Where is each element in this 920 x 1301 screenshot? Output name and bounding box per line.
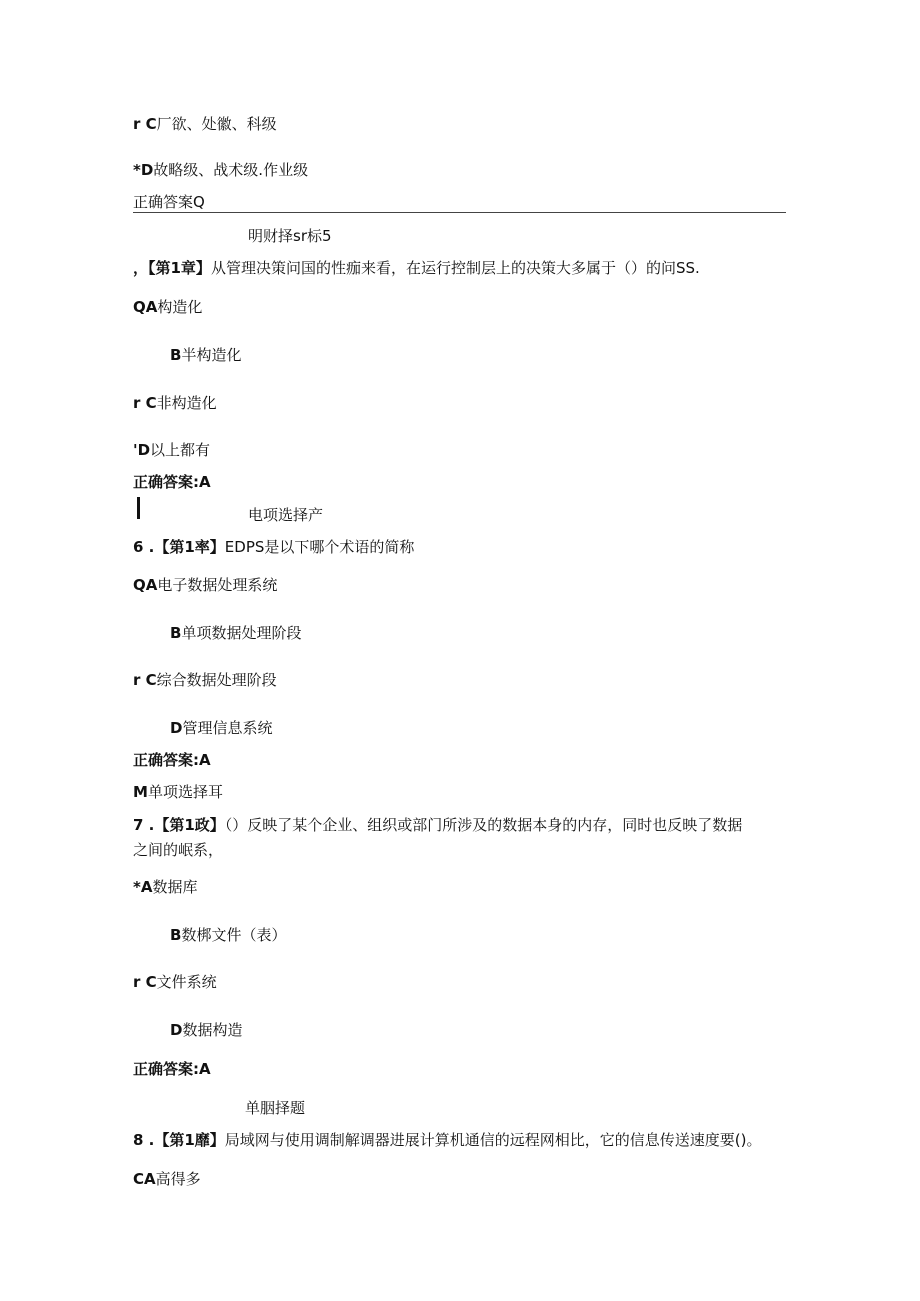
question-6 xyxy=(133,537,414,557)
option-marker: CA xyxy=(133,1170,156,1188)
option-text: 单项数据处理阶段 xyxy=(181,624,302,642)
option-d-q7 xyxy=(170,1020,242,1040)
option-d-q4 xyxy=(133,160,308,180)
question-text: EDPS是以下哪个术语的简称 xyxy=(224,538,415,556)
question-7-continued xyxy=(133,840,223,860)
option-b-q5 xyxy=(170,345,241,365)
option-text: 管理信息系统 xyxy=(182,719,273,737)
option-text: 数据构造 xyxy=(182,1021,243,1039)
option-marker: QA xyxy=(133,576,158,594)
option-marker: r C xyxy=(133,973,157,991)
answer-text: 正确答案:A xyxy=(133,751,211,769)
option-c-q6 xyxy=(133,670,277,690)
question-text: 之间的岷系， xyxy=(133,841,224,859)
option-marker: D xyxy=(170,1021,183,1039)
option-text: 电子数据处理系统 xyxy=(157,576,278,594)
option-c-q4 xyxy=(133,114,277,134)
section-heading-q7 xyxy=(133,782,223,802)
question-7 xyxy=(133,815,742,835)
question-text: 局域网与使用调制解调器进展计算机通信的远程网相比，它的信息传送速度要()。 xyxy=(224,1131,762,1149)
option-marker: *A xyxy=(133,878,153,896)
section-heading-q5 xyxy=(248,226,332,246)
option-text: 文件系统 xyxy=(156,973,217,991)
option-marker: r C xyxy=(133,394,157,412)
option-text: 以上都有 xyxy=(150,441,211,459)
option-marker: *D xyxy=(133,161,154,179)
heading-text: 单项选择耳 xyxy=(147,783,223,801)
option-text: 数梆文件（表） xyxy=(181,926,287,944)
option-a-q8 xyxy=(133,1169,201,1189)
option-text: 半构造化 xyxy=(181,346,242,364)
section-heading-q6 xyxy=(248,505,323,525)
option-marker: B xyxy=(170,346,182,364)
option-marker: r C xyxy=(133,115,157,133)
question-5 xyxy=(133,258,700,278)
divider-rule xyxy=(133,212,786,213)
option-marker: B xyxy=(170,926,182,944)
option-marker: D xyxy=(170,719,183,737)
correct-answer-q7 xyxy=(133,1059,211,1079)
answer-text: 正确答案Q xyxy=(133,193,205,211)
heading-text: 单胭择题 xyxy=(245,1099,306,1117)
question-number: 8 .【第1靡】 xyxy=(133,1131,225,1149)
option-b-q7 xyxy=(170,925,286,945)
heading-text: 明财择sr标5 xyxy=(248,227,332,245)
question-text: 从管理决策问国的性痂来看，在运行控制层上的决策大多属于（）的问SS. xyxy=(210,259,700,277)
option-d-q5 xyxy=(133,440,210,460)
answer-text: 正确答案:A xyxy=(133,1060,211,1078)
option-text: 数据库 xyxy=(152,878,198,896)
question-number: 7 .【第1政】 xyxy=(133,816,225,834)
answer-text: 正确答案:A xyxy=(133,473,211,491)
correct-answer-q5 xyxy=(133,472,211,492)
option-marker: B xyxy=(170,624,182,642)
option-text: 高得多 xyxy=(155,1170,201,1188)
option-a-q5 xyxy=(133,297,202,317)
option-text: 厂欲、处徽、科级 xyxy=(156,115,277,133)
option-a-q7 xyxy=(133,877,197,897)
option-text: 构造化 xyxy=(157,298,203,316)
option-text: 故略级、战术级.作业级 xyxy=(153,161,309,179)
question-8 xyxy=(133,1130,762,1150)
heading-text: 电项选择产 xyxy=(248,506,324,524)
option-c-q7 xyxy=(133,972,217,992)
margin-bar xyxy=(137,497,140,519)
option-a-q6 xyxy=(133,575,277,595)
question-number: ，【第1章】 xyxy=(133,259,211,277)
option-d-q6 xyxy=(170,718,272,738)
option-b-q6 xyxy=(170,623,301,643)
option-marker: r C xyxy=(133,671,157,689)
option-marker: 'D xyxy=(133,441,151,459)
option-text: 综合数据处理阶段 xyxy=(156,671,277,689)
correct-answer-q6 xyxy=(133,750,211,770)
question-text: （）反映了某个企业、组织或部门所涉及的数据本身的内存，同时也反映了数据 xyxy=(224,816,743,834)
option-marker: QA xyxy=(133,298,158,316)
correct-answer-q4 xyxy=(133,192,205,212)
heading-marker: M xyxy=(133,783,148,801)
question-number: 6 .【第1率】 xyxy=(133,538,225,556)
option-text: 非构造化 xyxy=(156,394,217,412)
option-c-q5 xyxy=(133,393,217,413)
section-heading-q8 xyxy=(245,1098,305,1118)
